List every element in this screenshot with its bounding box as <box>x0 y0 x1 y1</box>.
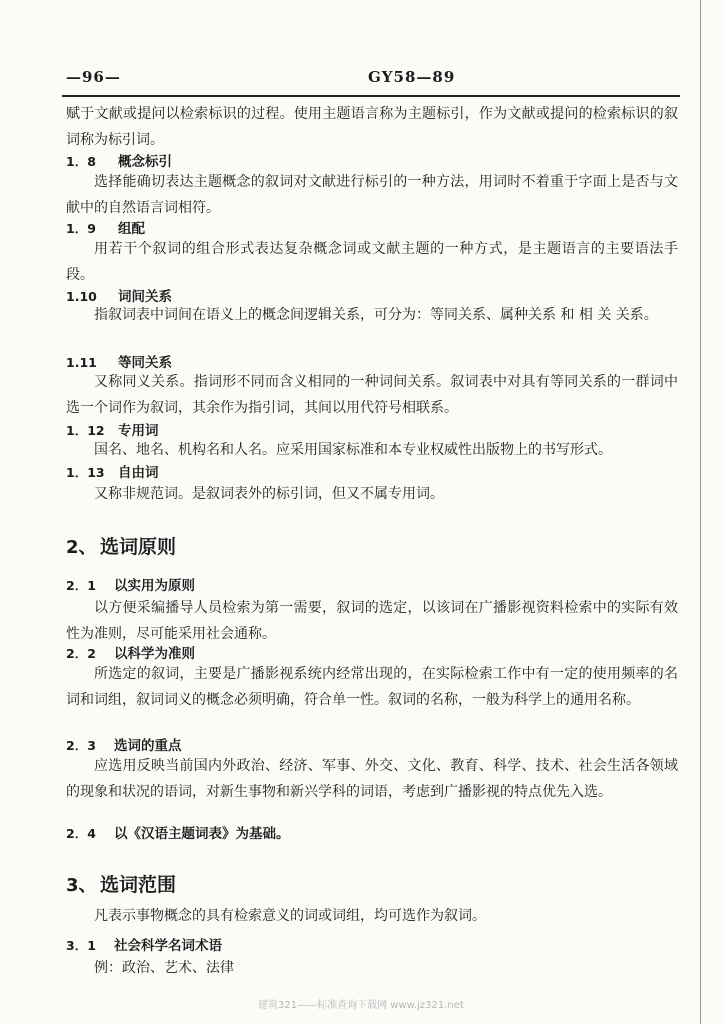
intro-paragraph: 赋于文献或提问以检索标识的过程。使用主题语言称为主题标引，作为文献或提问的检索标识的叙词称为标引词。 <box>66 106 678 148</box>
section-heading-3-1 <box>66 935 222 957</box>
section-title: 等同关系 <box>118 355 172 371</box>
section-number: 1．12 <box>66 423 105 438</box>
section-heading-3 <box>66 871 176 900</box>
paragraph-2-2: 所选定的叙词，主要是广播影视系统内经常出现的，在实际检索工作中有一定的使用频率的名词和词组，叙词词义的概念必须明确，符合单一性。叙词的名称，一般为科学上的通用名称。 <box>66 666 678 708</box>
paragraph-1-10: 指叙词表中词间在语义上的概念间逻辑关系，可分为：等同关系、属种关系 和 相 关 关系。 <box>94 307 658 323</box>
paragraph-1-13: 又称非规范词。是叙词表外的标引词，但又不属专用词。 <box>94 486 444 502</box>
section-number: 2．2 <box>66 646 96 661</box>
section-title: 社会科学名词术语 <box>114 938 222 954</box>
section-title: 以《汉语主题词表》为基础。 <box>114 826 290 842</box>
paragraph-1-8: 选择能确切表达主题概念的叙词对文献进行标引的一种方法，用词时不着重于字面上是否与文献中的自然语言词相符。 <box>66 174 678 216</box>
watermark-footer: 建筑321——标准查询下载网 www.jz321.net <box>258 1000 464 1011</box>
standard-code: GY58—89 <box>368 68 456 86</box>
section-number: 2．3 <box>66 738 96 753</box>
section-title: 概念标引 <box>118 154 172 170</box>
section-number: 1．8 <box>66 154 96 169</box>
paragraph-1-11: 又称同义关系。指词形不同而含义相同的一种词间关系。叙词表中对具有等同关系的一群词中选一个词作为叙词，其余作为指引词，其间以用代符号相联系。 <box>66 374 678 416</box>
scan-edge-line <box>700 0 701 1024</box>
header-rule <box>62 95 680 97</box>
section-title: 以科学为准则 <box>114 646 195 662</box>
section-number: 1.10 <box>66 289 97 304</box>
paragraph-3: 凡表示事物概念的具有检索意义的词或词组，均可选作为叙词。 <box>94 908 486 924</box>
section-number: 2、 <box>66 537 97 558</box>
section-number: 1.11 <box>66 355 97 370</box>
section-title: 组配 <box>118 221 145 237</box>
paragraph-3-1: 例：政治、艺术、法律 <box>94 960 234 976</box>
section-title: 自由词 <box>118 465 159 481</box>
section-number: 1．9 <box>66 221 96 236</box>
section-number: 2．4 <box>66 826 96 841</box>
paragraph-2-3: 应选用反映当前国内外政治、经济、军事、外交、文化、教育、科学、技术、社会生活各领域的现象和状况的语词，对新生事物和新兴学科的词语，考虑到广播影视的特点优先入选。 <box>66 758 678 800</box>
section-title: 选词范围 <box>100 874 177 896</box>
section-heading-2-4 <box>66 823 290 845</box>
section-heading-2-1 <box>66 575 195 597</box>
section-title: 词间关系 <box>118 289 172 305</box>
section-title: 选词的重点 <box>114 738 182 754</box>
section-title: 选词原则 <box>100 536 177 558</box>
paragraph-1-9: 用若干个叙词的组合形式表达复杂概念词或文献主题的一种方式，是主题语言的主要语法手段。 <box>66 241 678 283</box>
section-number: 2．1 <box>66 578 96 593</box>
section-number: 3．1 <box>66 938 96 953</box>
section-title: 专用词 <box>118 423 159 439</box>
paragraph-1-12: 国名、地名、机构名和人名。应采用国家标准和本专业权威性出版物上的书写形式。 <box>94 442 612 458</box>
paragraph-2-1: 以方便采编播导人员检索为第一需要，叙词的选定，以该词在广播影视资料检索中的实际有效性为准则，尽可能采用社会通称。 <box>66 600 678 642</box>
section-title: 以实用为原则 <box>114 578 195 594</box>
section-heading-2 <box>66 533 176 562</box>
section-number: 1．13 <box>66 465 105 480</box>
section-number: 3、 <box>66 875 97 896</box>
page-number: —96— <box>66 68 121 86</box>
